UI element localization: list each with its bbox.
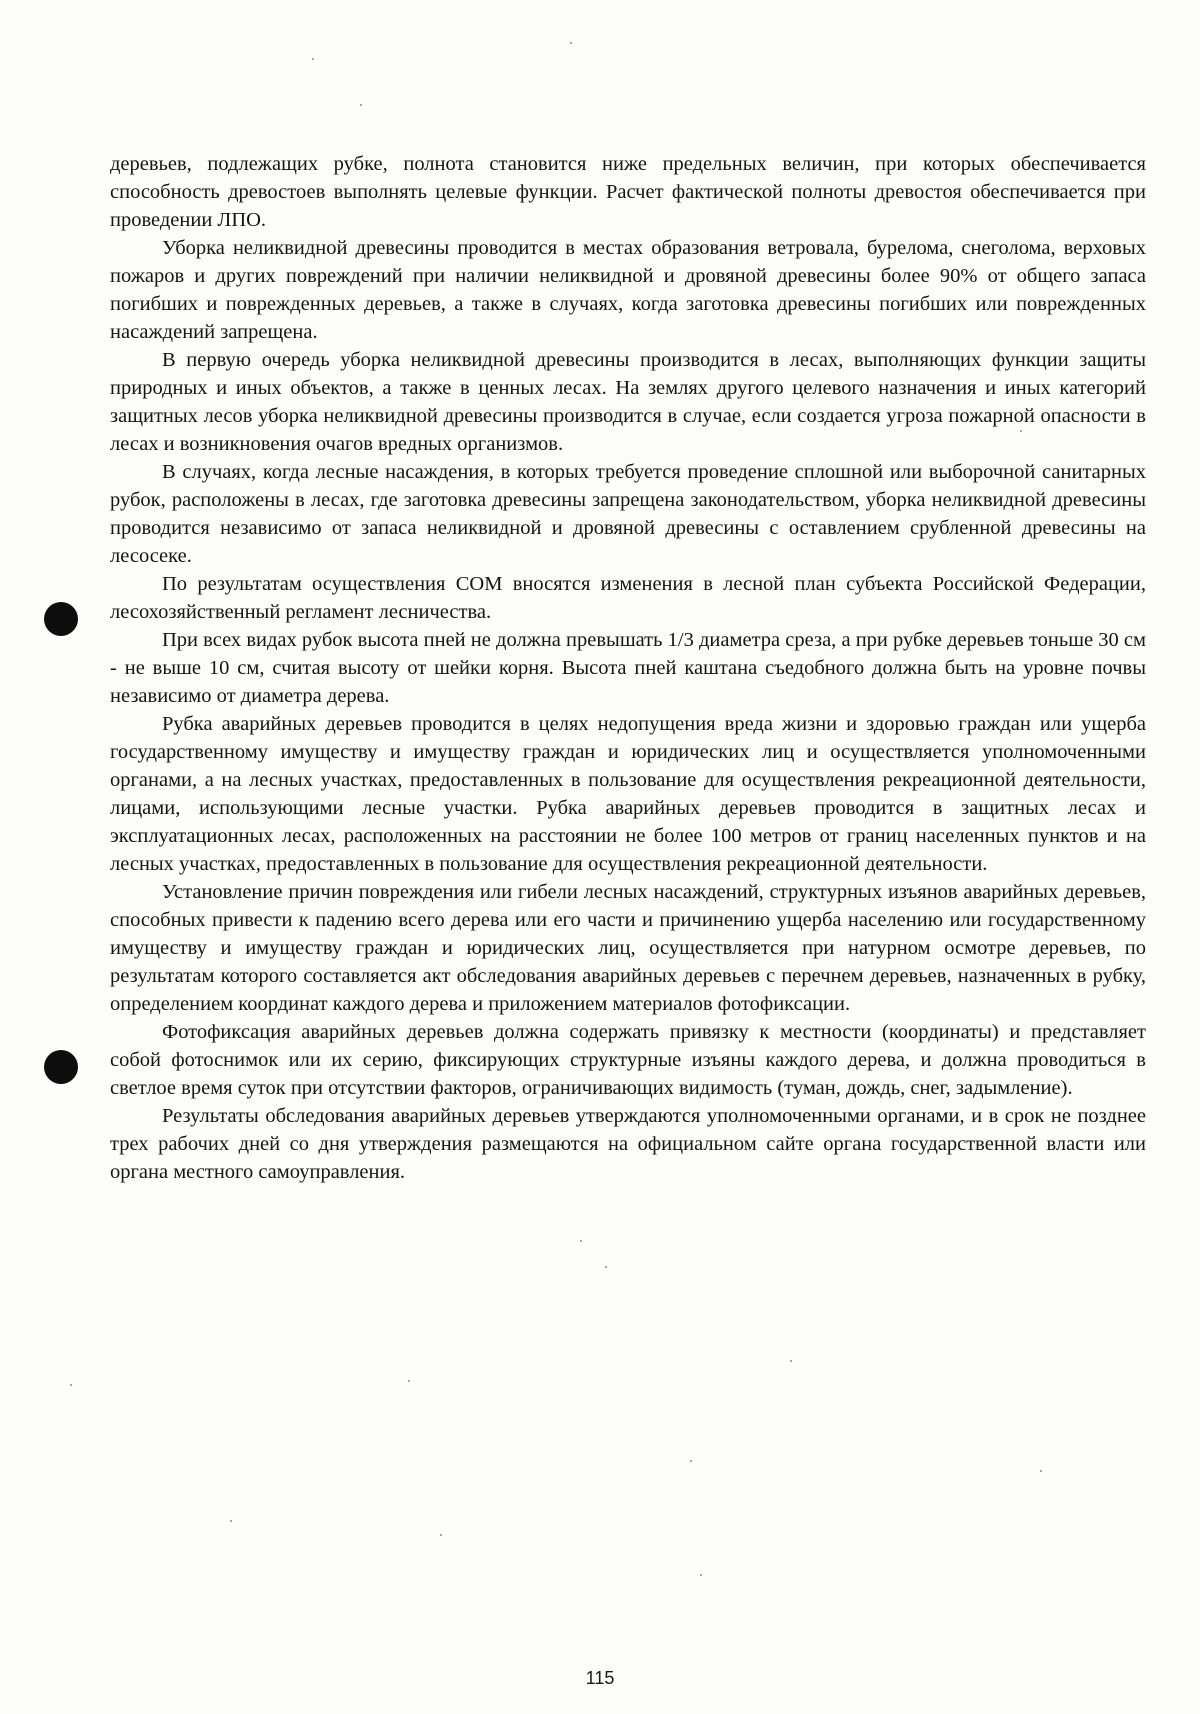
scan-speck <box>70 1384 72 1386</box>
scan-speck <box>700 1574 702 1576</box>
scan-speck <box>360 104 362 106</box>
paragraph: В первую очередь уборка неликвидной древесины производится в лесах, выполняющих функции защиты природных и иных объектов, а также в ценных лесах. На землях другого целевого назначения и иных категорий защитных лесов уборка неликвидной древесины производится в случае, если создается угроза пожарной опасности в лесах и возникновения очагов вредных организмов. <box>110 349 1146 455</box>
scan-speck <box>570 42 572 44</box>
paragraph: При всех видах рубок высота пней не должна превышать 1/3 диаметра среза, а при рубке деревьев тоньше 30 см - не выше 10 см, считая высоту от шейки корня. Высота пней каштана съедобного должна быть на уровне почвы независимо от диаметра дерева. <box>110 629 1146 707</box>
paragraph: Уборка неликвидной древесины проводится в местах образования ветровала, бурелома, снеголома, верховых пожаров и других повреждений при наличии неликвидной и дровяной древесины более 90% от общего запаса погибших и поврежденных деревьев, а также в случаях, когда заготовка древесины погибших или поврежденных насаждений запрещена. <box>110 237 1146 343</box>
scan-speck <box>312 58 314 60</box>
document-body <box>110 150 1146 1186</box>
scan-speck <box>1040 1470 1042 1472</box>
paragraph: В случаях, когда лесные насаждения, в которых требуется проведение сплошной или выборочной санитарных рубок, расположены в лесах, где заготовка древесины запрещена законодательством, уборка неликвидной древесины проводится независимо от запаса неликвидной и дровяной древесины с оставлением срубленной древесины на лесосеке. <box>110 461 1146 567</box>
paragraph: Результаты обследования аварийных деревьев утверждаются уполномоченными органами, и в срок не позднее трех рабочих дней со дня утверждения размещаются на официальном сайте органа государственной власти или органа местного самоуправления. <box>110 1105 1146 1183</box>
paragraph: деревьев, подлежащих рубке, полнота становится ниже предельных величин, при которых обеспечивается способность древостоев выполнять целевые функции. Расчет фактической полноты древостоя обеспечивается при проведении ЛПО. <box>110 153 1146 231</box>
scan-speck <box>790 1360 792 1362</box>
punch-hole-mark <box>44 602 78 636</box>
scan-speck <box>230 1520 232 1522</box>
scan-speck <box>408 1380 410 1382</box>
scan-speck <box>440 1534 442 1536</box>
scan-speck <box>580 1240 582 1242</box>
paragraph: Установление причин повреждения или гибели лесных насаждений, структурных изъянов аварийных деревьев, способных привести к падению всего дерева или его части и причинению ущерба населению или государственному имуществу и имуществу граждан и юридических лиц, осуществляется при натурном осмотре деревьев, по результатам которого составляется акт обследования аварийных деревьев с перечнем деревьев, назначенных в рубку, определением координат каждого дерева и приложением материалов фотофиксации. <box>110 881 1146 1015</box>
paragraph: Рубка аварийных деревьев проводится в целях недопущения вреда жизни и здоровью граждан или ущерба государственному имуществу и имуществу граждан и юридических лиц и осуществляется уполномоченными органами, а на лесных участках, предоставленных в пользование для осуществления рекреационной деятельности, лицами, использующими лесные участки. Рубка аварийных деревьев проводится в защитных лесах и эксплуатационных лесах, расположенных на расстоянии не более 100 метров от границ населенных пунктов и на лесных участках, предоставленных в пользование для осуществления рекреационной деятельности. <box>110 713 1146 875</box>
paragraph: Фотофиксация аварийных деревьев должна содержать привязку к местности (координаты) и представляет собой фотоснимок или их серию, фиксирующих структурные изъяны каждого дерева, и должна проводиться в светлое время суток при отсутствии факторов, ограничивающих видимость (туман, дождь, снег, задымление). <box>110 1021 1146 1099</box>
punch-hole-mark <box>44 1050 78 1084</box>
paragraph: По результатам осуществления СОМ вносятся изменения в лесной план субъекта Российской Федерации, лесохозяйственный регламент лесничества. <box>110 573 1146 623</box>
scan-speck <box>690 1460 692 1462</box>
scan-speck <box>605 1266 607 1268</box>
page-number: 115 <box>585 1668 615 1688</box>
